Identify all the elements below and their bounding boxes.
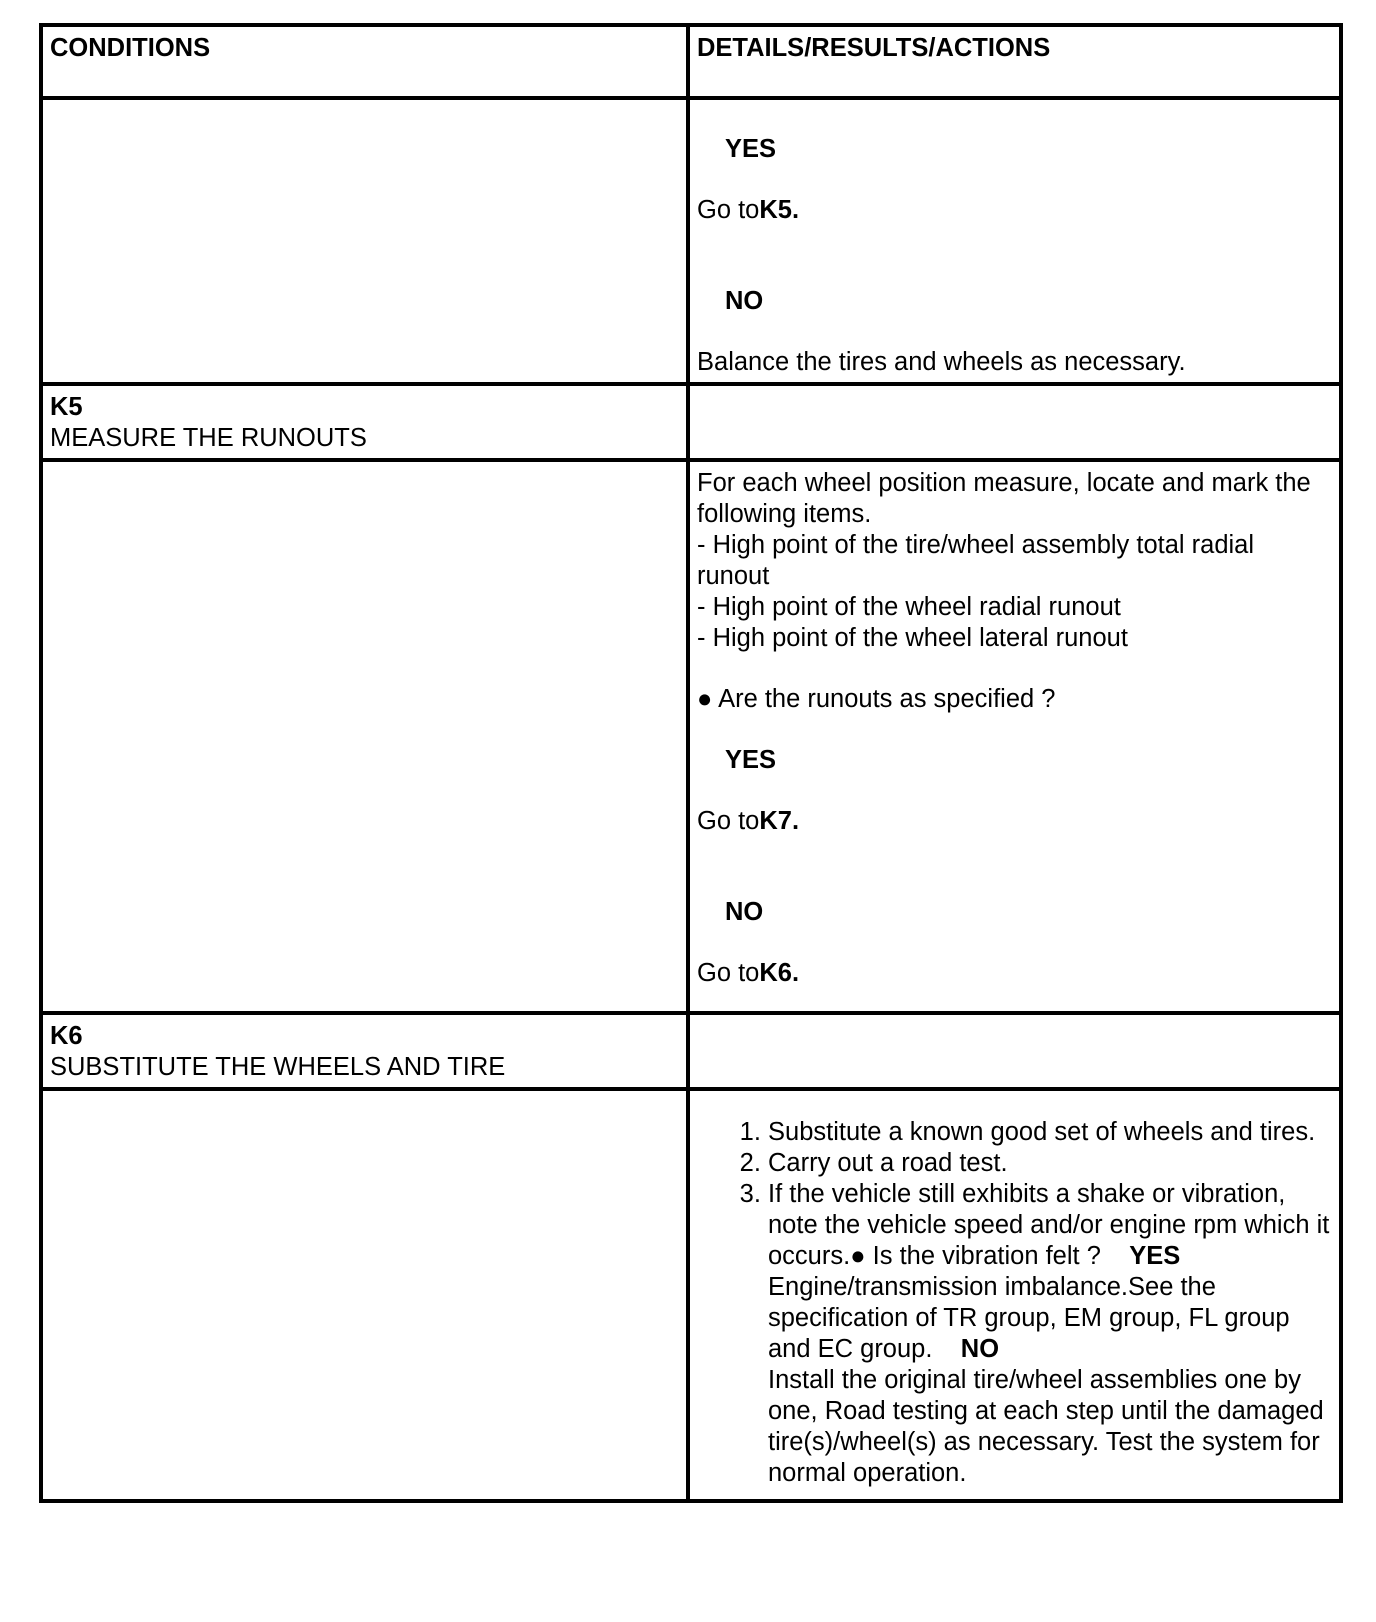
diagnostic-table [39,23,1343,1503]
yes-action-ref: K7. [759,807,800,835]
step-code: K5 [50,393,83,421]
conditions-cell-empty [41,1089,688,1501]
conditions-cell-empty [41,460,688,1013]
details-row-k6 [41,1089,1341,1501]
header-row [41,25,1341,98]
no-action [697,958,1331,989]
details-cell-k4 [688,98,1341,384]
list-item: - High point of the tire/wheel assembly total radial runout [697,531,1255,590]
no-action: Install the original tire/wheel assemblies one by one, Road testing at each step until the damaged tire(s)/wheel(s) as necessary. Test the system for normal operation. [768,1366,1324,1487]
yes-action-text: Go to [697,807,760,835]
procedure-steps [697,1117,1331,1489]
yes-label: YES [1129,1242,1181,1270]
step-title: SUBSTITUTE THE WHEELS AND TIRE [50,1053,506,1081]
details-cell-empty [688,1013,1341,1089]
details-row-k5 [41,460,1341,1013]
details-cell-k5 [688,460,1341,1013]
step-item-3 [768,1179,1331,1489]
step-title-k6 [41,1013,688,1089]
header-conditions: CONDITIONS [41,25,688,98]
details-cell-empty [688,384,1341,460]
yes-action-ref: K5. [759,196,800,224]
no-label: NO [725,287,764,315]
conditions-cell-empty [41,98,688,384]
step-item-1: 1. Substitute a known good set of wheels and tires. [768,1117,1331,1148]
no-action-text: Go to [697,959,760,987]
no-label: NO [960,1335,1000,1363]
list-item: - High point of the wheel radial runout [697,593,1121,621]
result-row-k4 [41,98,1341,384]
question: ● Are the runouts as specified ? [697,685,1056,713]
header-details: DETAILS/RESULTS/ACTIONS [688,25,1341,98]
details-cell-k6 [688,1089,1341,1501]
yes-action: Engine/transmission imbalance.See the specification of TR group, EM group, FL group and EC group. [768,1273,1290,1363]
instruction-intro: For each wheel position measure, locate and mark the following items. [697,469,1311,528]
step-row-k5 [41,384,1341,460]
step-title: MEASURE THE RUNOUTS [50,424,367,452]
step-code: K6 [50,1022,83,1050]
yes-action [697,806,1331,837]
yes-label: YES [725,135,777,163]
yes-label: YES [725,746,777,774]
no-action-ref: K6. [759,959,800,987]
step-3-text: If the vehicle still exhibits a shake or vibration, note the vehicle speed and/or engine rpm which it occurs.● Is the vibration felt ? [768,1180,1330,1270]
step-title-k5 [41,384,688,460]
step-row-k6 [41,1013,1341,1089]
yes-action [697,195,1331,226]
no-action: Balance the tires and wheels as necessary. [697,348,1186,376]
step-item-2: 2. Carry out a road test. [768,1148,1331,1179]
no-label: NO [725,898,764,926]
list-item: - High point of the wheel lateral runout [697,624,1128,652]
yes-action-text: Go to [697,196,760,224]
